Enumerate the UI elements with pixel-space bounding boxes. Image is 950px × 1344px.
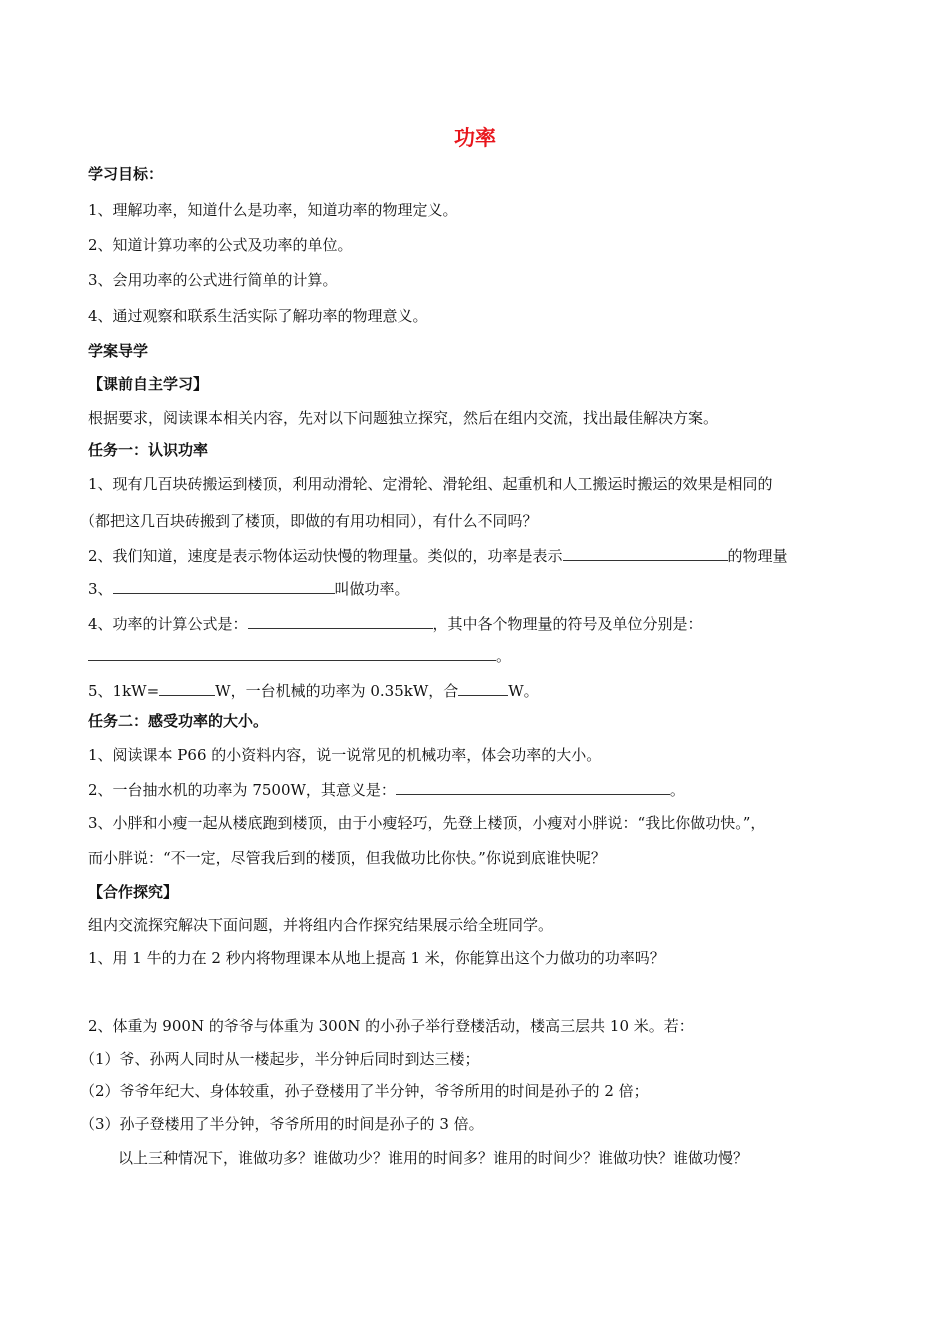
task2-heading: 任务二：感受功率的大小。 — [88, 712, 269, 730]
page-title: 功率 — [454, 126, 496, 150]
task1-q4-end: 。 — [496, 647, 512, 665]
task2-q2-text: 2、一台抽水机的功率为 7500W，其意义是： — [88, 781, 396, 799]
task2-q2-end: 。 — [669, 781, 685, 799]
task1-heading: 任务一：认识功率 — [88, 441, 209, 459]
task1-q2 — [88, 545, 788, 566]
task1-q1-line1: 1、现有几百块砖搬运到楼顶，利用动滑轮、定滑轮、滑轮组、起重机和人工搬运时搬运的效果是相同的 — [88, 475, 773, 493]
task1-q2-suffix: 的物理量 — [727, 547, 788, 565]
answer-blank[interactable] — [159, 680, 215, 696]
task1-q3 — [88, 578, 410, 599]
answer-blank[interactable] — [396, 779, 670, 795]
objective-item: 4、通过观察和联系生活实际了解功率的物理意义。 — [88, 307, 428, 325]
task1-q4 — [88, 613, 703, 634]
task1-q3-number: 3、 — [88, 580, 113, 598]
case-1: （1）爷、孙两人同时从一楼起步，半分钟后同时到达三楼； — [80, 1050, 480, 1068]
cooperate-q1: 1、用 1 牛的力在 2 秒内将物理课本从地上提高 1 米，你能算出这个力做功的功率吗？ — [88, 949, 665, 967]
objective-item: 1、理解功率，知道什么是功率，知道功率的物理定义。 — [88, 201, 458, 219]
case-2: （2）爷爷年纪大、身体较重，孙子登楼用了半分钟，爷爷所用的时间是孙子的 2 倍； — [80, 1082, 649, 1100]
task1-q4-continuation — [88, 645, 511, 666]
task2-q1: 1、阅读课本 P66 的小资料内容，说一说常见的机械功率，体会功率的大小。 — [88, 746, 602, 764]
answer-blank[interactable] — [248, 613, 433, 629]
task2-q3-line2: 而小胖说：“不一定，尽管我后到的楼顶，但我做功比你快。”你说到底谁快呢？ — [88, 849, 606, 867]
task1-q5-text: 5、1kW= — [88, 682, 160, 700]
task1-q1-line2: （都把这几百块砖搬到了楼顶，即做的有用功相同），有什么不同吗？ — [80, 512, 538, 530]
guide-heading: 学案导学 — [88, 342, 149, 360]
cooperate-q2: 2、体重为 900N 的爷爷与体重为 300N 的小孙子举行登楼活动，楼高三层共 10 米。若： — [88, 1017, 694, 1035]
answer-blank[interactable] — [113, 578, 335, 594]
cooperate-intro: 组内交流探究解决下面问题，并将组内合作探究结果展示给全班同学。 — [88, 916, 554, 934]
answer-blank[interactable] — [563, 545, 728, 561]
task1-q2-text: 2、我们知道，速度是表示物体运动快慢的物理量。类似的，功率是表示 — [88, 547, 563, 565]
task2-q3-line1: 3、小胖和小瘦一起从楼底跑到楼顶，由于小瘦轻巧，先登上楼顶，小瘦对小胖说：“我比你做功快。”， — [88, 814, 766, 832]
case-3: （3）孙子登楼用了半分钟，爷爷所用的时间是孙子的 3 倍。 — [80, 1115, 484, 1133]
cooperate-final-question: 以上三种情况下，谁做功多？谁做功少？谁用的时间多？谁用的时间少？谁做功快？谁做功慢？ — [118, 1149, 749, 1167]
task1-q5 — [88, 680, 539, 701]
answer-blank[interactable] — [88, 645, 496, 661]
task1-q5-mid: W，一台机械的功率为 0.35kW，合 — [215, 682, 459, 700]
self-study-heading: 【课前自主学习】 — [88, 375, 209, 393]
task1-q4-suffix: ，其中各个物理量的符号及单位分别是： — [432, 615, 703, 633]
task1-q5-end: W。 — [508, 682, 539, 700]
task1-q3-text: 叫做功率。 — [334, 580, 410, 598]
task1-q4-text: 4、功率的计算公式是： — [88, 615, 248, 633]
task2-q2 — [88, 779, 685, 800]
objective-item: 3、会用功率的公式进行简单的计算。 — [88, 271, 338, 289]
cooperate-heading: 【合作探究】 — [88, 883, 179, 901]
objective-item: 2、知道计算功率的公式及功率的单位。 — [88, 236, 353, 254]
objectives-heading: 学习目标： — [88, 165, 164, 183]
answer-blank[interactable] — [458, 680, 508, 696]
self-study-intro: 根据要求，阅读课本相关内容，先对以下问题独立探究，然后在组内交流，找出最佳解决方案。 — [88, 409, 719, 427]
